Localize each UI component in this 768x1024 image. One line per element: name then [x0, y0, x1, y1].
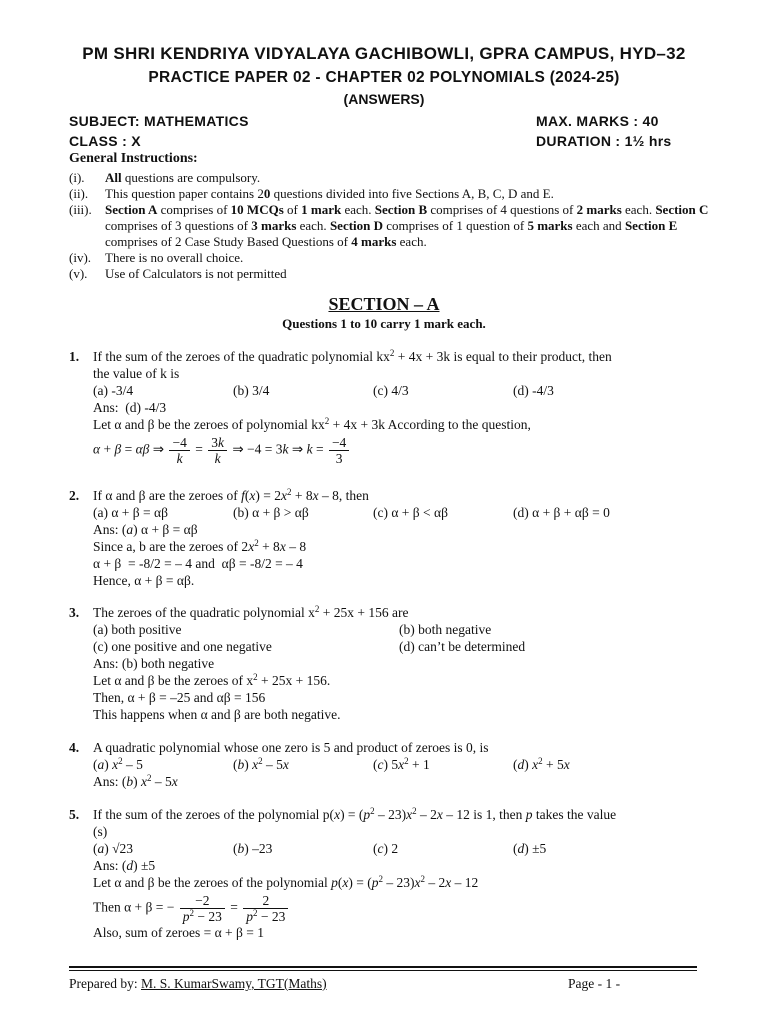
duration-label: DURATION : 1½ hrs [536, 133, 672, 149]
question-text: If the sum of the zeroes of the polynomial $p(x) = (p^2 - 23)x^2 - 2x - 12$ is 1, then p takes the value [93, 806, 617, 822]
options-row [93, 621, 709, 638]
option-c: (c) one positive and one negative [93, 639, 272, 654]
instruction-number: (iii). [69, 202, 92, 217]
options-row [93, 638, 709, 655]
option-c: (c) 2 [373, 841, 399, 856]
instruction-text: Use of Calculators is not permitted [105, 266, 287, 281]
instruction-number: (ii). [69, 186, 89, 201]
instruction-number: (v). [69, 266, 88, 281]
option-b: (b) 3/4 [233, 383, 270, 398]
instruction-item [69, 266, 709, 282]
section-subtitle: Questions 1 to 10 carry 1 mark each. [282, 316, 486, 331]
question-2 [69, 487, 709, 589]
answer-line: Ans: (b) $x^2 - 5x$ [93, 773, 178, 789]
solution-line: Let α and β be the zeroes of the polynomial $p(x) = (p^2 - 23)x^2 - 2x - 12$ [93, 874, 479, 890]
option-a: (a) $x^2 - 5$ [93, 756, 143, 772]
question-text: A quadratic polynomial whose one zero is 5 and product of zeroes is 0, is [93, 740, 489, 755]
solution-line: Hence, α + β = αβ. [93, 573, 195, 588]
option-a: (a) -3/4 [93, 383, 134, 398]
option-b: (b) $x^2 - 5x$ [233, 756, 289, 772]
school-name: PM SHRI KENDRIYA VIDYALAYA GACHIBOWLI, GPRA CAMPUS, HYD–32 [82, 44, 686, 63]
option-a: (a) √23 [93, 841, 134, 856]
answers-label: (ANSWERS) [343, 91, 425, 107]
instruction-item [69, 250, 709, 266]
question-number: 3. [69, 605, 80, 620]
option-b: (b) α + β > αβ [233, 505, 309, 520]
question-number: 5. [69, 807, 80, 822]
options-row [93, 504, 709, 521]
question-text: the value of k is [93, 366, 180, 381]
instruction-item [69, 202, 709, 250]
option-c: (c) 4/3 [373, 383, 409, 398]
instruction-number: (i). [69, 170, 85, 185]
instructions-title: General Instructions: [69, 151, 198, 166]
solution-equation: Then α + β = − $\frac{-2}{p^2 - 23}$ = $\frac{2}{p^2 - 23}$ [93, 893, 709, 924]
max-marks-label: MAX. MARKS : 40 [536, 113, 659, 129]
solution-line: Let α and β be the zeroes of polynomial $kx^2 + 4x + 3k$ According to the question, [93, 416, 531, 432]
option-d: (d) can’t be determined [399, 639, 526, 654]
question-text: (s) [93, 824, 108, 839]
footer-divider [69, 966, 697, 968]
option-d: (d) α + β + αβ = 0 [513, 505, 610, 520]
solution-line: Also, sum of zeroes = α + β = 1 [93, 925, 265, 940]
answer-line: Ans: (a) α + β = αβ [93, 522, 198, 537]
instruction-item [69, 186, 709, 202]
instruction-text: Section A comprises of 10 MCQs of 1 mark each. Section B comprises of 4 questions of 2 marks each. Section C comprises of 3 questions of 3 marks each. Section D comprises of 1 question of 5 marks each and Section E comprises of 2 Case Study Based Questions of 4 marks each. [105, 202, 709, 249]
author-name: M. S. KumarSwamy, TGT(Maths) [140, 976, 327, 991]
solution-line: Since a, b are the zeroes of $2x^2 + 8x - 8$ [93, 538, 307, 554]
option-c: (c) $5x^2 + 1$ [373, 756, 430, 772]
subject-label: SUBJECT: MATHEMATICS [69, 113, 249, 129]
solution-line: This happens when α and β are both negative. [93, 707, 341, 722]
page-number: Page - 1 - [568, 976, 621, 991]
solution-line: Then, α + β = –25 and αβ = 156 [93, 690, 266, 705]
question-number: 1. [69, 349, 80, 364]
footer-credit [69, 976, 327, 992]
footer-divider [69, 970, 697, 971]
question-text: The zeroes of the quadratic polynomial $x^2 + 25x + 156$ are [93, 604, 409, 620]
question-5 [69, 806, 709, 941]
option-d: (d) $x^2 + 5x$ [513, 756, 570, 772]
answer-line: Ans: (d) -4/3 [93, 400, 167, 415]
question-number: 4. [69, 740, 80, 755]
option-b: (b) both negative [399, 622, 492, 637]
class-label: CLASS : X [69, 133, 141, 149]
question-text: If α and β are the zeroes of $f(x) = 2x^2 + 8x - 8$, then [93, 487, 369, 503]
instruction-text: There is no overall choice. [105, 250, 244, 265]
option-b: (b) –23 [233, 841, 273, 856]
question-4 [69, 739, 709, 790]
option-a: (a) α + β = αβ [93, 505, 168, 520]
answer-line: Ans: (d) ±5 [93, 858, 156, 873]
option-d: (d) -4/3 [513, 383, 554, 398]
solution-line: α + β = -8/2 = – 4 and αβ = -8/2 = – 4 [93, 556, 303, 571]
question-1 [69, 348, 709, 466]
options-row [93, 382, 709, 399]
question-number: 2. [69, 488, 80, 503]
solution-equation: α + β = αβ ⇒ $\frac{-4}{k}$ = $\frac{3k}{k}$ ⇒ −4 = 3k ⇒ k = $\frac{-4}{3}$ [93, 435, 709, 466]
paper-title: PRACTICE PAPER 02 - CHAPTER 02 POLYNOMIALS (2024-25) [148, 69, 620, 86]
question-3 [69, 604, 709, 723]
options-row [93, 756, 709, 773]
instruction-number: (iv). [69, 250, 92, 265]
instruction-text: All questions are compulsory. [105, 170, 261, 185]
options-row [93, 840, 709, 857]
option-c: (c) α + β < αβ [373, 505, 448, 520]
question-text: If the sum of the zeroes of the quadratic polynomial $kx^2 + 4x + 3k$ is equal to their product, then [93, 348, 612, 364]
instruction-item [69, 170, 709, 186]
instruction-text: This question paper contains 20 questions divided into five Sections A, B, C, D and E. [105, 186, 554, 201]
solution-line: Let α and β be the zeroes of $x^2 + 25x + 156$. [93, 672, 331, 688]
option-a: (a) both positive [93, 622, 182, 637]
section-title: SECTION – A [328, 294, 440, 314]
prepared-label: Prepared by: [69, 976, 141, 991]
option-d: (d) ±5 [513, 841, 547, 856]
answer-line: Ans: (b) both negative [93, 656, 215, 671]
